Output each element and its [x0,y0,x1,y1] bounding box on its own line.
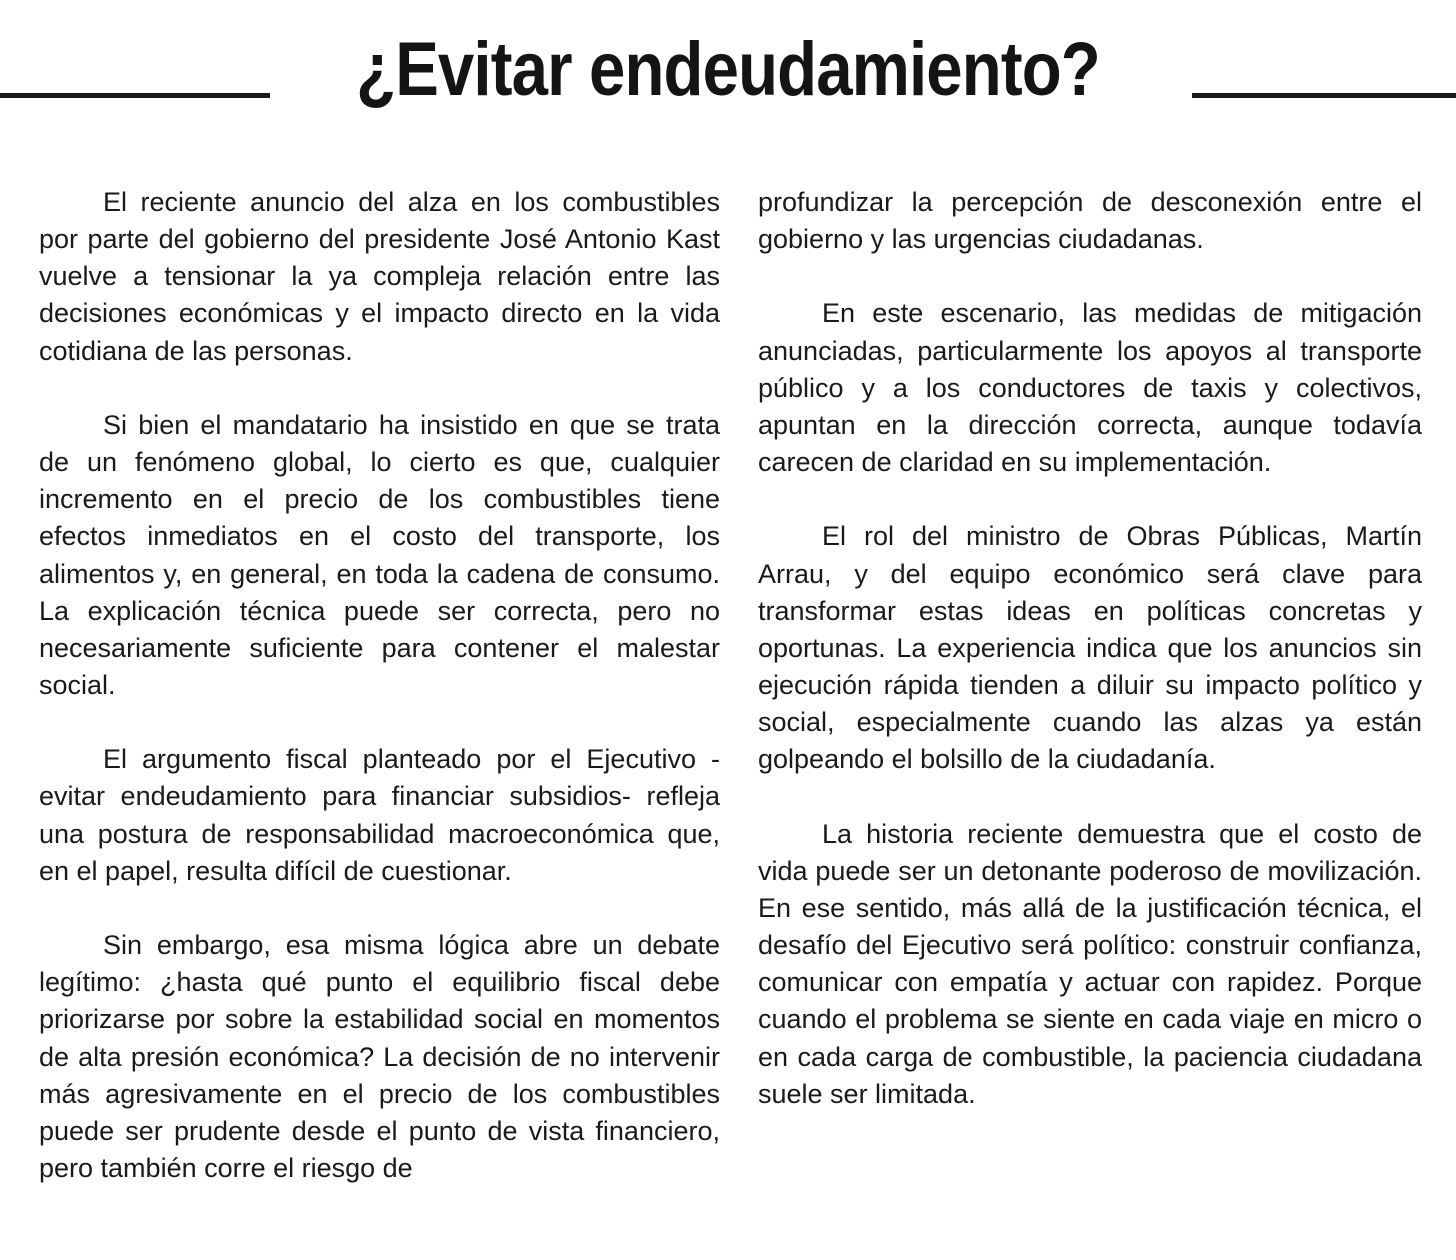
paragraph: En este escenario, las medidas de mitigación anunciadas, particularmente los apoyos al transporte público y a los conductores de taxis y colectivos, apuntan en la dirección correcta, aunque todavía carecen de claridad en su implementación. [758,298,1422,478]
article-title: ¿Evitar endeudamiento? [356,27,1100,112]
paragraph: El argumento fiscal planteado por el Ejecutivo -evitar endeudamiento para financiar subsidios- refleja una postura de responsabilidad macroeconómica que, en el papel, resulta difícil de cuestionar. [39,744,720,886]
paragraph: La historia reciente demuestra que el costo de vida puede ser un detonante poderoso de movilización. En ese sentido, más allá de la justificación técnica, el desafío del Ejecutivo será político: construir confianza, comunicar con empatía y actuar con rapidez. Porque cuando el problema se siente en cada viaje en micro o en cada carga de combustible, la paciencia ciudadana suele ser limitada. [758,818,1422,1109]
headline-rule-right [1192,93,1456,98]
paragraph: El rol del ministro de Obras Públicas, Martín Arrau, y del equipo económico será clave para transformar estas ideas en políticas concretas y oportunas. La experiencia indica que los anuncios sin ejecución rápida tienden a diluir su impacto político y social, especialmente cuando las alzas ya están golpeando el bolsillo de la ciudadanía. [758,521,1422,775]
paragraph: Si bien el mandatario ha insistido en que se trata de un fenómeno global, lo cierto es que, cualquier incremento en el precio de los combustibles tiene efectos inmediatos en el costo del transporte, los alimentos y, en general, en toda la cadena de consumo. La explicación técnica puede ser correcta, pero no necesariamente suficiente para contener el malestar social. [39,409,720,701]
paragraph-continuation: profundizar la percepción de desconexión entre el gobierno y las urgencias ciudadanas. [758,187,1422,255]
article-column-right [758,184,1422,1150]
paragraph: El reciente anuncio del alza en los combustibles por parte del gobierno del presidente José Antonio Kast vuelve a tensionar la ya compleja relación entre las decisiones económicas y el impacto directo en la vida cotidiana de las personas. [39,187,720,366]
headline-area [0,0,1456,140]
article-column-left [39,184,720,1224]
paragraph: Sin embargo, esa misma lógica abre un debate legítimo: ¿hasta qué punto el equilibrio fiscal debe priorizarse por sobre la estabilidad social en momentos de alta presión económica? La decisión de no intervenir más agresivamente en el precio de los combustibles puede ser prudente desde el punto de vista financiero, pero también corre el riesgo de [39,930,720,1184]
